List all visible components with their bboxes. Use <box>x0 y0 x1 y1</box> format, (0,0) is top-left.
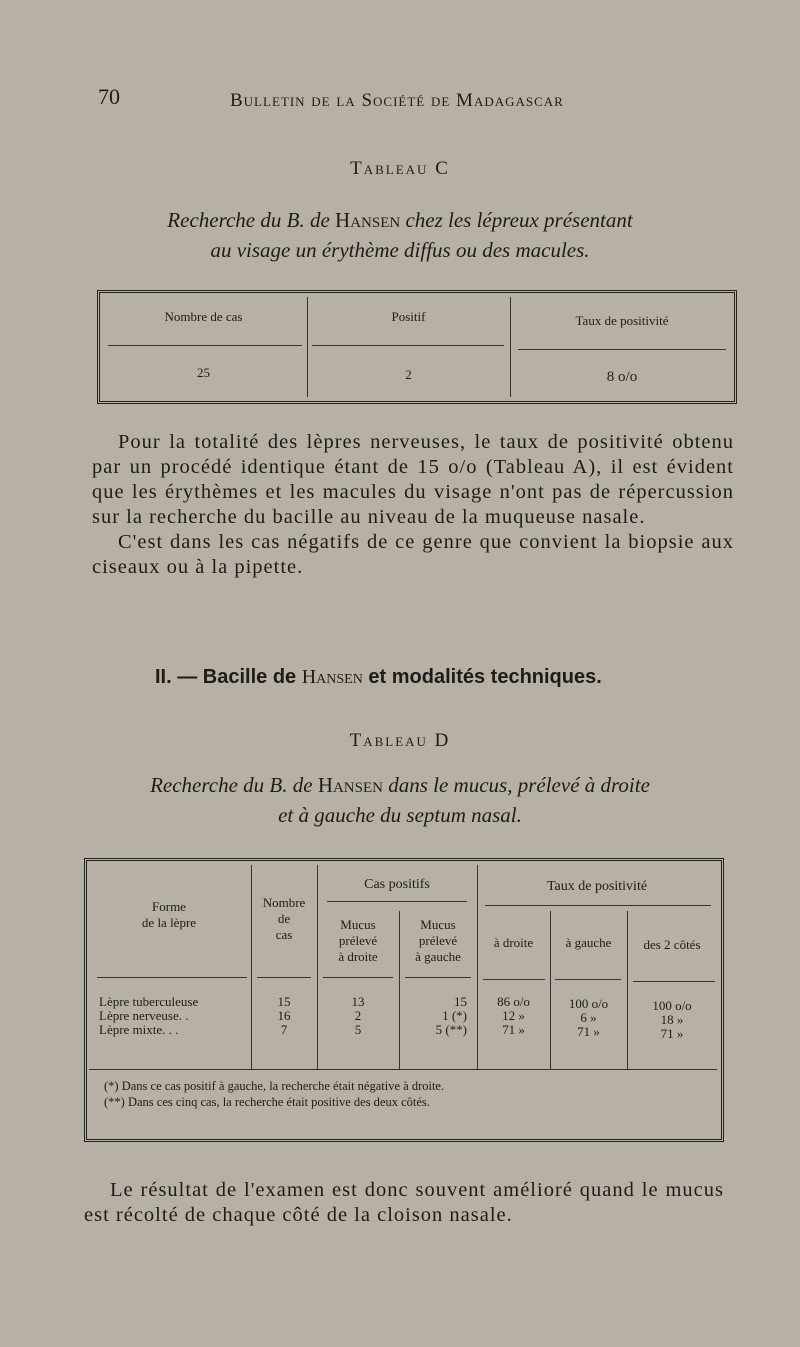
table-c-caption-a: Recherche du B. de <box>167 208 336 232</box>
table-row <box>99 995 198 1037</box>
cell-t-gauche: 71 » <box>577 1024 600 1039</box>
table-col-droite <box>317 995 399 1037</box>
table-d-caption-b: dans le mucus, prélevé à droite <box>382 773 650 797</box>
table-c-caption-b: chez les lépreux présentant <box>400 208 633 232</box>
cell-t-gauche: 100 o/o <box>568 996 609 1011</box>
table-d-header-forme: Forme de la lèpre <box>141 899 197 930</box>
cell-gauche: 15 <box>454 994 467 1009</box>
section-prefix: II. — Bacille de <box>155 666 302 688</box>
table-d-title: Tableau D <box>349 730 451 751</box>
section-sc: Hansen <box>301 666 363 688</box>
section-heading <box>155 666 602 689</box>
table-col-gauche <box>399 995 467 1037</box>
table-d-footnote-1: (*) Dans ce cas positif à gauche, la recherche était négative à droite. <box>104 1079 445 1093</box>
table-col-t-gauche <box>550 997 627 1039</box>
table-d-caption-line2: et à gauche du septum nasal. <box>278 803 522 827</box>
table-c <box>97 290 737 404</box>
body-text-1 <box>92 430 734 580</box>
table-d-rule <box>257 977 311 978</box>
table-c-cell-positif: 2 <box>405 367 412 382</box>
table-d-vline <box>627 911 628 1069</box>
cell-droite: 13 <box>351 994 365 1009</box>
table-d-rule <box>633 981 715 982</box>
cell-t-droite: 71 » <box>502 1022 525 1037</box>
table-c-caption-sc: Hansen <box>335 208 401 232</box>
table-d-header-taux: Taux de positivité <box>546 879 648 894</box>
table-d-vline <box>477 865 478 1069</box>
table-col-t-deux <box>627 999 717 1041</box>
table-d-rule <box>405 977 471 978</box>
running-header: Bulletin de la Société de Madagascar <box>230 90 564 111</box>
table-d-caption <box>90 770 710 830</box>
table-d-rule <box>89 1069 717 1070</box>
paragraph-2: C'est dans les cas négatifs de ce genre que convient la biopsie aux ciseaux ou à la pipette. <box>92 531 734 578</box>
cell-droite: 5 <box>354 1022 362 1037</box>
table-c-cell-taux: 8 o/o <box>606 369 638 385</box>
table-d-header-mucus-droite: Mucus prélevé à droite <box>338 917 378 964</box>
table-c-caption <box>100 205 700 265</box>
table-d-header-cas-positifs: Cas positifs <box>364 877 430 892</box>
paragraph-1: Pour la totalité des lèpres nerveuses, le taux de positivité obtenu par un procédé identique étant de 15 o/o (Tableau A), il est évident que les érythèmes et les macules du visage n'ont pas de répercussion sur la recherche du bacille au niveau de la muqueuse nasale. <box>92 431 734 528</box>
table-c-rule <box>108 345 302 346</box>
table-d-footnote-2: (**) Dans ces cinq cas, la recherche était positive des deux côtés. <box>104 1095 430 1109</box>
cell-t-deux: 18 » <box>660 1012 684 1027</box>
table-c-header-positif: Positif <box>391 309 426 324</box>
table-d-caption-a: Recherche du B. de <box>150 773 318 797</box>
table-d-header-nombre: Nombre de cas <box>262 895 306 942</box>
table-d-header-mucus-gauche: Mucus prélevé à gauche <box>415 917 461 964</box>
paragraph-3: Le résultat de l'examen est donc souvent amélioré quand le mucus est récolté de chaque côté de la cloison nasale. <box>84 1179 724 1226</box>
page-number: 70 <box>98 84 120 109</box>
table-c-rule <box>518 349 726 350</box>
table-d-vline <box>317 865 318 1069</box>
table-d-rule <box>323 977 393 978</box>
cell-t-droite: 86 o/o <box>497 994 530 1009</box>
table-c-title: Tableau C <box>350 158 450 179</box>
table-d-caption-sc: Hansen <box>317 773 383 797</box>
table-c-caption-line2: au visage un érythème diffus ou des macules. <box>210 238 590 262</box>
table-d-header-deux-cotes: des 2 côtés <box>643 937 701 952</box>
cell-t-droite: 12 » <box>502 1008 525 1023</box>
cell-nombre: 16 <box>277 1008 291 1023</box>
table-c-cell-nombre: 25 <box>197 365 210 380</box>
table-c-header-taux: Taux de positivité <box>575 313 669 328</box>
table-d-rule <box>97 977 247 978</box>
cell-gauche: 1 (*) <box>442 1008 467 1023</box>
table-d-rule <box>485 905 711 906</box>
table-d-rule <box>555 979 621 980</box>
table-c-rule <box>312 345 504 346</box>
cell-t-deux: 71 » <box>660 1026 684 1041</box>
section-suffix: et modalités techniques. <box>362 666 602 688</box>
row-forme: Lèpre tuberculeuse <box>99 994 199 1009</box>
cell-t-gauche: 6 » <box>580 1010 597 1025</box>
row-forme: Lèpre mixte. . . <box>99 1022 179 1037</box>
row-forme: Lèpre nerveuse. . <box>99 1008 189 1023</box>
table-col-nombre <box>251 995 317 1037</box>
body-text-2 <box>84 1178 724 1228</box>
table-d-header-a-gauche: à gauche <box>565 935 612 950</box>
cell-nombre: 7 <box>280 1022 288 1037</box>
table-c-header-nombre: Nombre de cas <box>164 309 243 324</box>
cell-nombre: 15 <box>277 994 291 1009</box>
table-d-header-a-droite: à droite <box>493 935 534 950</box>
cell-t-deux: 100 o/o <box>652 998 692 1013</box>
cell-droite: 2 <box>354 1008 362 1023</box>
table-d-rule <box>483 979 545 980</box>
table-col-t-droite <box>477 995 550 1037</box>
table-d-rule <box>327 901 467 902</box>
cell-gauche: 5 (**) <box>435 1022 467 1037</box>
